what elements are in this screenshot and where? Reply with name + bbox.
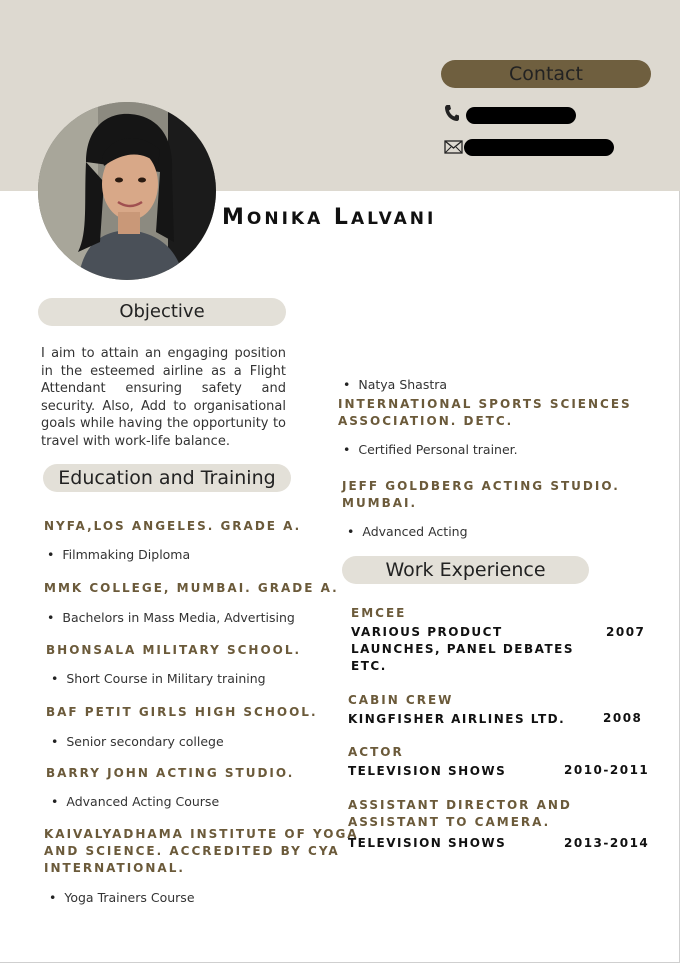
work-title-emcee: EMCEE: [351, 606, 407, 620]
education-heading-nyfa: NYFA,LOS ANGELES. GRADE A.: [44, 519, 302, 533]
education-heading: Education and Training: [43, 464, 291, 492]
work-company-actor: TELEVISION SHOWS: [348, 764, 507, 778]
phone-icon: [444, 104, 462, 122]
education-detail-jeff-goldberg: • Advanced Acting: [347, 524, 468, 539]
candidate-name: MONIKA LALVANI: [222, 205, 437, 230]
envelope-icon: [444, 140, 462, 158]
education-detail-natya-shastra: • Natya Shastra: [343, 377, 447, 392]
work-title-actor: ACTOR: [348, 745, 404, 759]
redacted-email: [464, 139, 614, 156]
education-heading-baf: BAF PETIT GIRLS HIGH SCHOOL.: [46, 705, 318, 719]
work-year-actor: 2010-2011: [564, 763, 650, 777]
avatar: [38, 102, 216, 280]
work-title-assistant-director: ASSISTANT DIRECTOR AND ASSISTANT TO CAMERA.: [348, 798, 572, 829]
education-heading-jeff-goldberg: JEFF GOLDBERG ACTING STUDIO. MUMBAI.: [342, 479, 620, 510]
work-company-emcee: VARIOUS PRODUCT LAUNCHES, PANEL DEBATES ETC.: [351, 625, 575, 673]
education-detail-kaivalyadhama: • Yoga Trainers Course: [49, 890, 195, 905]
work-year-emcee: 2007: [606, 625, 646, 639]
education-heading-barry-john: BARRY JOHN ACTING STUDIO.: [46, 766, 295, 780]
education-detail-barry-john: • Advanced Acting Course: [51, 794, 219, 809]
education-detail-bhonsala: • Short Course in Military training: [51, 671, 266, 686]
contact-heading: Contact: [441, 60, 651, 88]
work-company-cabin-crew: KINGFISHER AIRLINES LTD.: [348, 712, 566, 726]
redacted-phone: [466, 107, 576, 124]
education-heading-bhonsala: BHONSALA MILITARY SCHOOL.: [46, 643, 302, 657]
education-heading-kaivalyadhama: KAIVALYADHAMA INSTITUTE OF YOGA AND SCIENCE. ACCREDITED BY CYA INTERNATIONAL.: [44, 827, 359, 875]
work-year-assistant-director: 2013-2014: [564, 836, 650, 850]
work-company-assistant-director: TELEVISION SHOWS: [348, 836, 507, 850]
email-row: [444, 140, 462, 158]
objective-text: I aim to attain an engaging position in the esteemed airline as a Flight Attendant ensuring safety and security. Also, Add to organisational goals while having the opportunity to travel with work-life balance.: [41, 346, 286, 449]
education-detail-mmk: • Bachelors in Mass Media, Advertising: [47, 610, 295, 625]
education-heading-mmk: MMK COLLEGE, MUMBAI. GRADE A.: [44, 581, 339, 595]
education-heading-iss: INTERNATIONAL SPORTS SCIENCES ASSOCIATION. DETC.: [338, 397, 632, 428]
phone-row: [444, 104, 462, 122]
work-year-cabin-crew: 2008: [603, 711, 643, 725]
education-detail-nyfa: • Filmmaking Diploma: [47, 547, 190, 562]
work-heading: Work Experience: [342, 556, 589, 584]
education-detail-baf: • Senior secondary college: [51, 734, 224, 749]
work-title-cabin-crew: CABIN CREW: [348, 693, 454, 707]
education-detail-iss: • Certified Personal trainer.: [343, 442, 518, 457]
objective-heading: Objective: [38, 298, 286, 326]
